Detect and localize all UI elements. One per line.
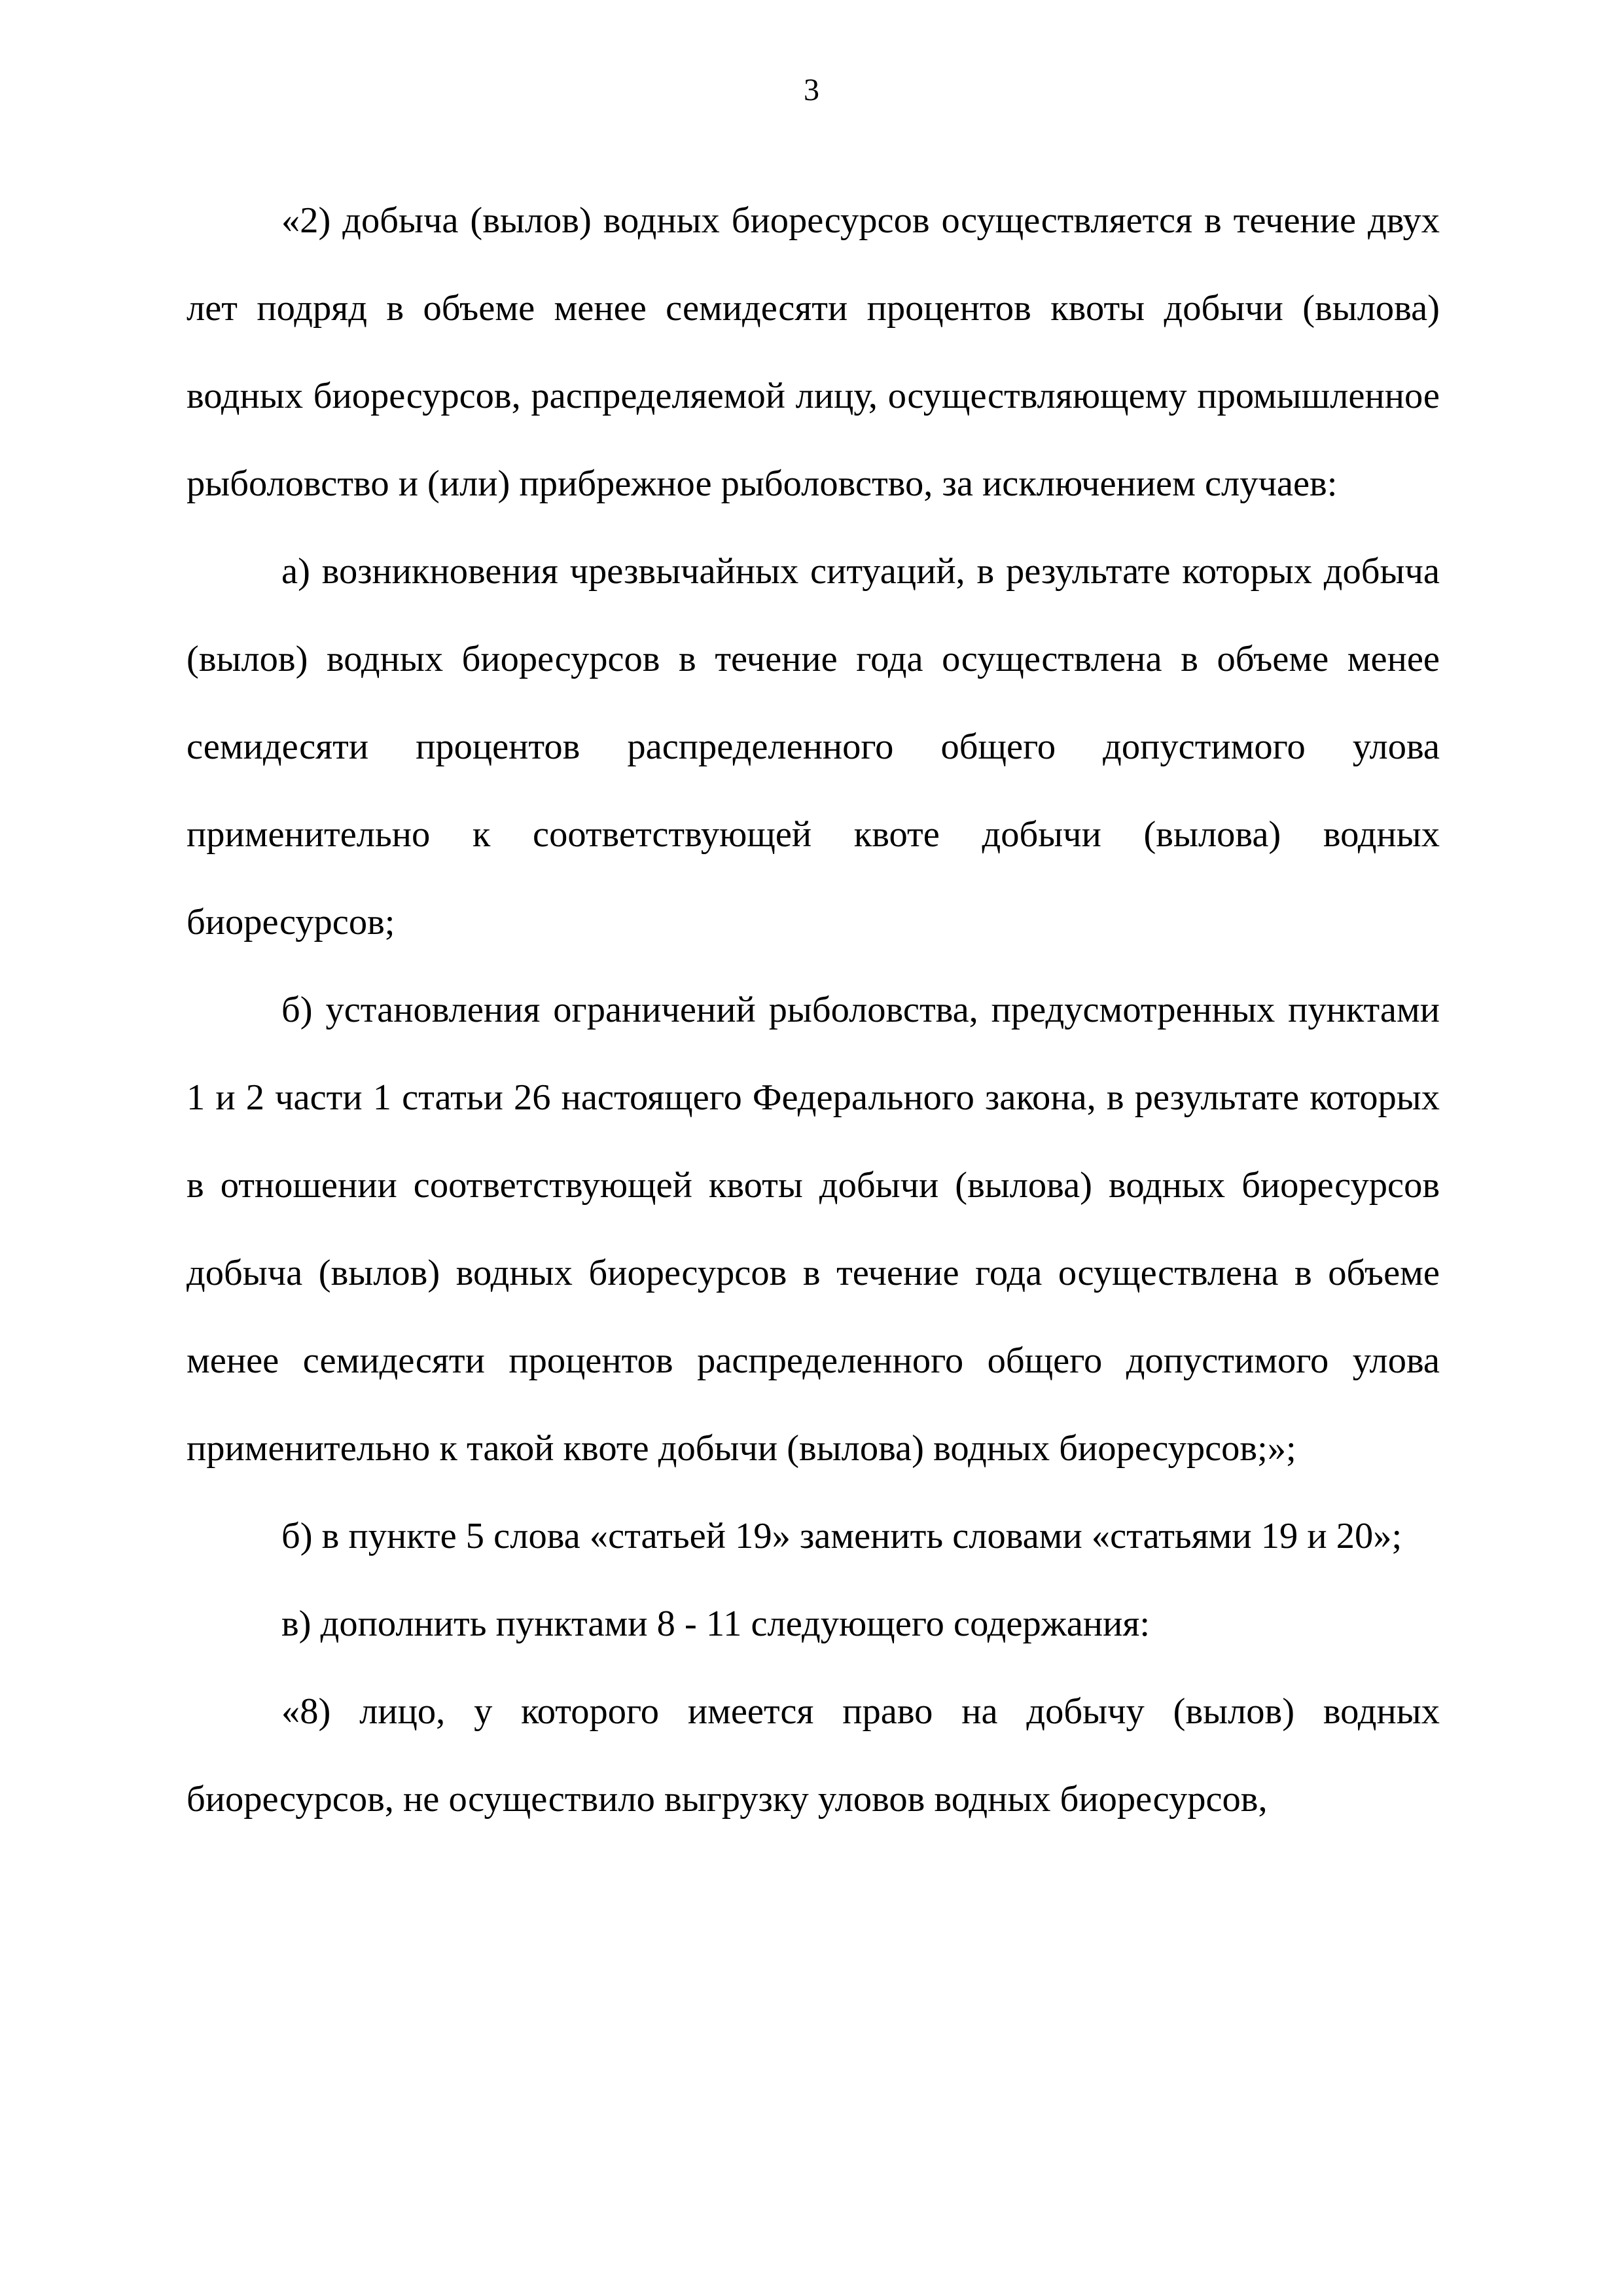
- paragraph-subitem-b: б) установления ограничений рыболовства, предусмотренных пунктами 1 и 2 части 1 статьи 26 настоящего Федерального закона, в результате которых в отношении соответствующей квоты добычи (вылова) водных биоресурсов добыча (вылов) водных биоресурсов в течение года осуществлена в объеме менее семидесяти процентов распределенного общего допустимого улова применительно к такой квоте добычи (вылова) водных биоресурсов;»;: [187, 990, 1440, 1469]
- paragraph-subitem-a: а) возникновения чрезвычайных ситуаций, в результате которых добыча (вылов) водных биоресурсов в течение года осуществлена в объеме менее семидесяти процентов распределенного общего допустимого улова применительно к соответствующей квоте добычи (вылова) водных биоресурсов;: [187, 551, 1440, 942]
- document-body: [187, 177, 1440, 1843]
- paragraph-amendment-v: в) дополнить пунктами 8 - 11 следующего содержания:: [281, 1604, 1150, 1644]
- paragraph-item-8: «8) лицо, у которого имеется право на добычу (вылов) водных биоресурсов, не осуществило выгрузку уловов водных биоресурсов,: [187, 1691, 1440, 1820]
- page-number: 3: [804, 73, 819, 107]
- paragraph-amendment-b: б) в пункте 5 слова «статьей 19» заменить словами «статьями 19 и 20»;: [281, 1516, 1402, 1556]
- paragraph-item-2: «2) добыча (вылов) водных биоресурсов осуществляется в течение двух лет подряд в объеме менее семидесяти процентов квоты добычи (вылова) водных биоресурсов, распределяемой лицу, осуществляющему промышленное рыболовство и (или) прибрежное рыболовство, за исключением случаев:: [187, 200, 1440, 504]
